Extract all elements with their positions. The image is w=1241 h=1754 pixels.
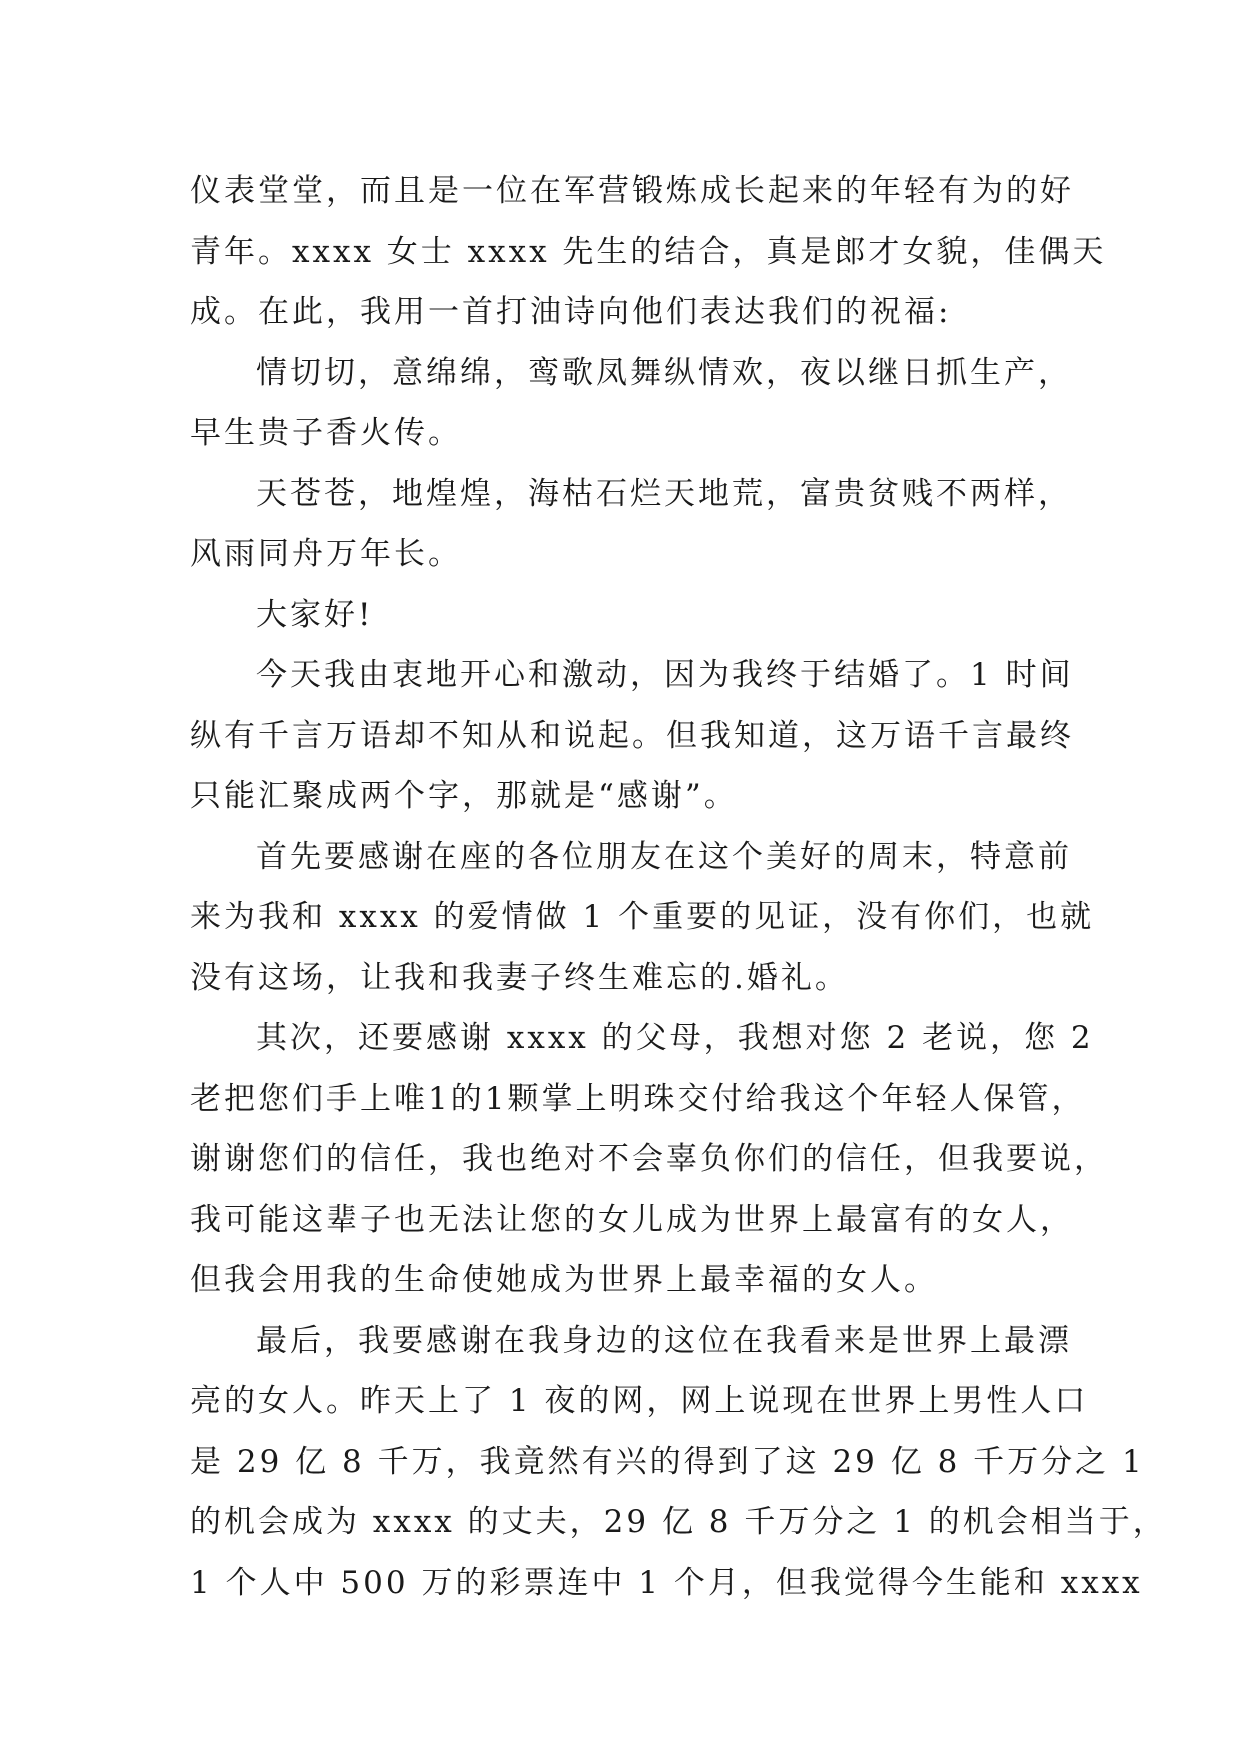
text-line: 天苍苍，地煌煌，海枯石烂天地荒，富贵贫贱不两样，	[256, 475, 1072, 512]
text-line: 但我会用我的生命使她成为世界上最幸福的女人。	[190, 1262, 938, 1298]
text-line: 成。在此，我用一首打油诗向他们表达我们的祝福:	[190, 294, 952, 330]
text-line: 首先要感谢在座的各位朋友在这个美好的周末，特意前	[256, 838, 1072, 875]
text-line: 只能汇聚成两个字，那就是“感谢”。	[190, 778, 738, 814]
text-line: 纵有千言万语却不知从和说起。但我知道，这万语千言最终	[190, 717, 1074, 754]
text-line: 情切切，意绵绵，鸾歌凤舞纵情欢，夜以继日抓生产，	[256, 354, 1072, 391]
text-line: 最后，我要感谢在我身边的这位在我看来是世界上最漂	[256, 1322, 1072, 1359]
text-line: 老把您们手上唯1的1颗掌上明珠交付给我这个年轻人保管，	[190, 1080, 1086, 1117]
text-line: 的机会成为 xxxx 的丈夫，29 亿 8 千万分之 1 的机会相当于，	[190, 1504, 1167, 1540]
text-line: 来为我和 xxxx 的爱情做 1 个重要的见证，没有你们，也就	[190, 899, 1095, 935]
text-line: 亮的女人。昨天上了 1 夜的网，网上说现在世界上男性人口	[190, 1383, 1089, 1419]
text-line: 其次，还要感谢 xxxx 的父母，我想对您 2 老说，您 2	[256, 1020, 1094, 1056]
text-line: 我可能这辈子也无法让您的女儿成为世界上最富有的女人，	[190, 1201, 1074, 1238]
text-line: 1 个人中 500 万的彩票连中 1 个月，但我觉得今生能和 xxxx	[190, 1564, 1143, 1601]
text-line: 仪表堂堂，而且是一位在军营锻炼成长起来的年轻有为的好	[190, 173, 1074, 209]
text-line: 是 29 亿 8 千万，我竟然有兴的得到了这 29 亿 8 千万分之 1	[190, 1443, 1145, 1480]
text-line: 今天我由衷地开心和激动，因为我终于结婚了。1 时间	[256, 657, 1074, 693]
text-line: 大家好!	[256, 596, 374, 633]
text-line: 风雨同舟万年长。	[190, 536, 462, 572]
document-body	[190, 161, 1167, 1613]
text-line: 没有这场，让我和我妻子终生难忘的.婚礼。	[190, 959, 849, 996]
text-line: 谢谢您们的信任，我也绝对不会辜负你们的信任，但我要说，	[190, 1141, 1108, 1177]
text-line: 青年。xxxx 女士 xxxx 先生的结合，真是郎才女貌，佳偶天	[190, 233, 1107, 270]
text-line: 早生贵子香火传。	[190, 415, 462, 451]
